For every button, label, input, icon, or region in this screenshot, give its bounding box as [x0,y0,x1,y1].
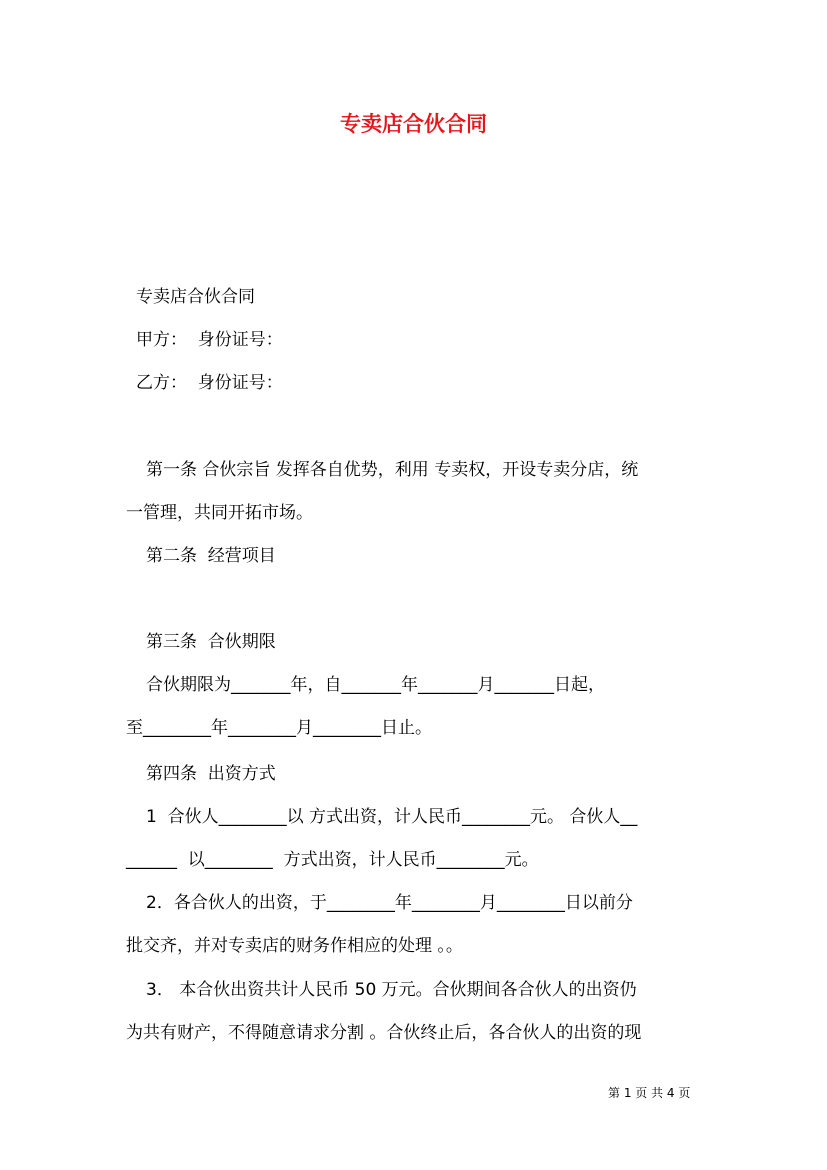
article-4-heading: 第四条 出资方式 [146,764,276,784]
article-4-item-2-line-1: 2．各合伙人的出资，于________年________月________日以前分 [146,893,633,913]
article-3-line-1: 合伙期限为_______年，自_______年_______月_______日起， [146,675,605,695]
document-title: 专卖店合伙合同 [340,111,487,136]
article-4-item-1-line-1: 1 合伙人________以 方式出资，计人民币________元。 合伙人__ [146,807,638,827]
body-line: 专卖店合伙合同 [136,287,255,307]
party-a-line: 甲方： 身份证号： [136,330,283,350]
article-4-item-1-line-2: ______ 以________ 方式出资，计人民币________元。 [126,850,539,870]
article-3-line-2: 至________年________月________日止。 [126,718,432,738]
article-2-heading: 第二条 经营项目 [146,546,276,566]
article-1-line-2: 一管理，共同开拓市场。 [126,503,313,523]
article-4-item-2-line-2: 批交齐，并对专卖店的财务作相应的处理 。。 [126,936,463,956]
article-4-item-3-line-1: 3． 本合伙出资共计人民币 50 万元。合伙期间各合伙人的出资仍 [146,980,637,1000]
party-b-line: 乙方： 身份证号： [136,373,283,393]
page-footer: 第 1 页 共 4 页 [608,1086,691,1100]
article-4-item-3-line-2: 为共有财产，不得随意请求分割 。合伙终止后，各合伙人的出资的现 [126,1023,642,1043]
article-3-heading: 第三条 合伙期限 [146,632,276,652]
article-1-line-1: 第一条 合伙宗旨 发挥各自优势，利用 专卖权，开设专卖分店，统 [146,460,639,480]
